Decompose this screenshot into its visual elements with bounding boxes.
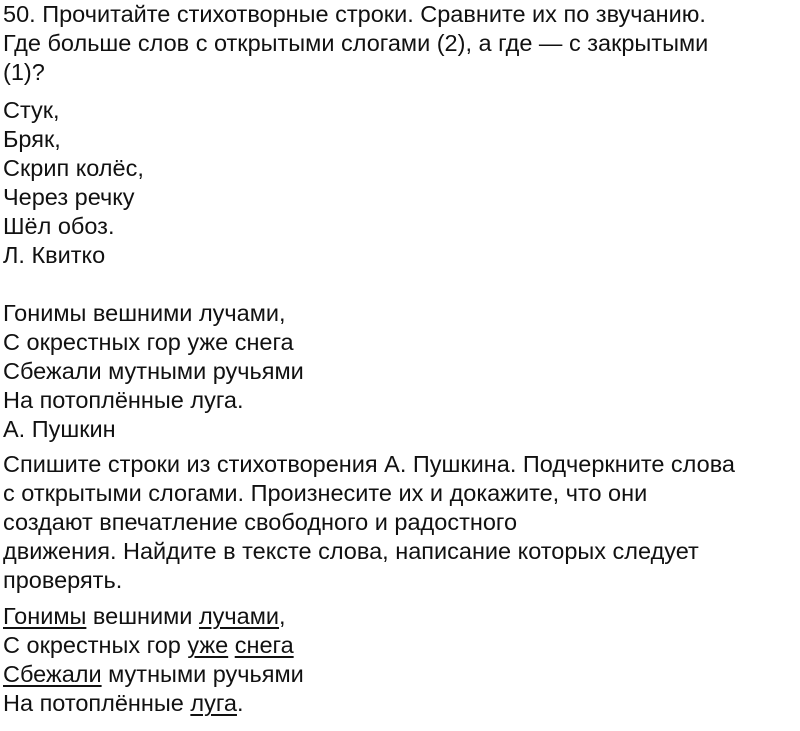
poem-author: А. Пушкин: [3, 416, 116, 442]
instruction-line: создают впечатление свободного и радостного: [3, 509, 518, 535]
answer-line: [3, 602, 798, 631]
answer-underlined-poem: [3, 602, 798, 718]
poem-kvitko: [3, 96, 798, 270]
underlined-word: Гонимы: [3, 603, 87, 629]
plain-text: вешними: [86, 603, 199, 629]
task-statement: [3, 0, 798, 87]
plain-text: С окрестных гор: [3, 632, 188, 658]
instruction-line: с открытыми слогами. Произнесите их и докажите, что они: [3, 480, 648, 506]
poem-line: Сбежали мутными ручьями: [3, 358, 304, 384]
poem-line: Скрип колёс,: [3, 155, 144, 181]
poem-line: Через речку: [3, 184, 135, 210]
poem-author: Л. Квитко: [3, 242, 106, 268]
task-line: 50. Прочитайте стихотворные строки. Сравните их по звучанию.: [3, 1, 706, 27]
plain-text: .: [236, 690, 244, 716]
underlined-word: Сбежали: [3, 661, 102, 687]
instruction-line: движения. Найдите в тексте слова, написание которых следует: [3, 538, 699, 564]
spacer: [3, 270, 798, 299]
plain-text: На потоплённые: [3, 690, 191, 716]
poem-pushkin: [3, 299, 798, 444]
poem-line: Бряк,: [3, 126, 61, 152]
exercise-page: [3, 0, 798, 718]
task-line: Где больше слов с открытыми слогами (2), а где — с закрытыми: [3, 30, 709, 56]
underlined-word: луга: [190, 690, 237, 716]
answer-line: [3, 660, 798, 689]
underlined-word: снега: [234, 632, 294, 658]
poem-line: Гонимы вешними лучами,: [3, 300, 286, 326]
poem-line: С окрестных гор уже снега: [3, 329, 294, 355]
answer-line: [3, 689, 798, 718]
underlined-word: лучами: [198, 603, 280, 629]
instruction: [3, 450, 798, 595]
plain-text: мутными ручьями: [101, 661, 304, 687]
poem-line: На потоплённые луга.: [3, 387, 244, 413]
underlined-word: уже: [187, 632, 229, 658]
plain-text: ,: [279, 603, 286, 629]
instruction-line: проверять.: [3, 567, 123, 593]
task-line: (1)?: [3, 59, 45, 85]
answer-line: [3, 631, 798, 660]
poem-line: Шёл обоз.: [3, 213, 115, 239]
instruction-line: Спишите строки из стихотворения А. Пушкина. Подчеркните слова: [3, 451, 735, 477]
poem-line: Стук,: [3, 97, 60, 123]
